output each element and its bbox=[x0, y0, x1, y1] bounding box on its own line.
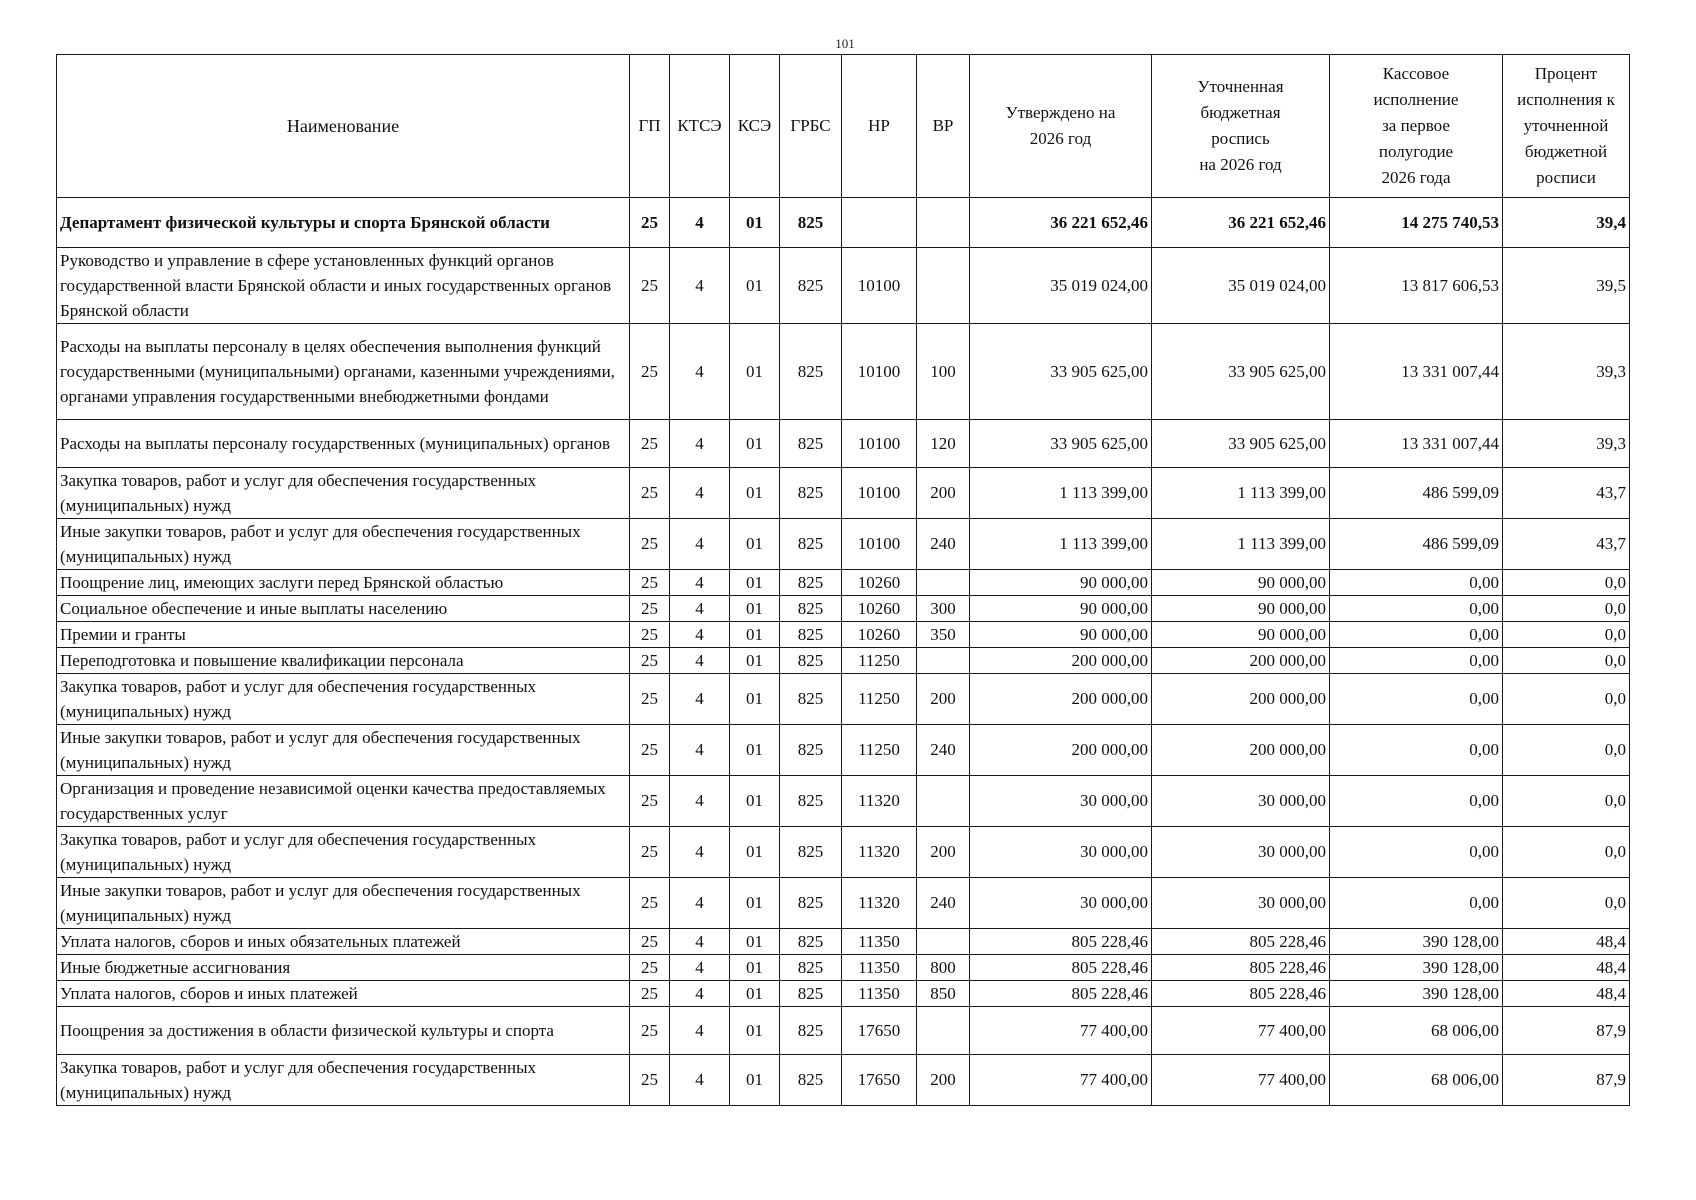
cell-refined: 36 221 652,46 bbox=[1152, 198, 1330, 248]
cell-cash: 0,00 bbox=[1330, 776, 1503, 827]
table-row bbox=[57, 929, 1630, 955]
cell-grbs: 825 bbox=[780, 1007, 842, 1055]
cell-percent: 0,0 bbox=[1503, 878, 1630, 929]
cell-np: 10260 bbox=[842, 622, 917, 648]
cell-kse: 01 bbox=[730, 248, 780, 324]
cell-np: 11350 bbox=[842, 929, 917, 955]
header-cash: Кассовое исполнение за первое полугодие 2026 года bbox=[1330, 55, 1503, 198]
cell-percent: 43,7 bbox=[1503, 519, 1630, 570]
table-row bbox=[57, 674, 1630, 725]
cell-np: 10100 bbox=[842, 468, 917, 519]
cell-percent: 39,3 bbox=[1503, 420, 1630, 468]
cell-grbs: 825 bbox=[780, 981, 842, 1007]
table-row bbox=[57, 468, 1630, 519]
cell-ktse: 4 bbox=[670, 570, 730, 596]
cell-cash: 0,00 bbox=[1330, 622, 1503, 648]
cell-cash: 0,00 bbox=[1330, 648, 1503, 674]
cell-kse: 01 bbox=[730, 674, 780, 725]
cell-name: Иные закупки товаров, работ и услуг для обеспечения государственных (муниципальных) нужд bbox=[57, 519, 630, 570]
table-row bbox=[57, 248, 1630, 324]
cell-kse: 01 bbox=[730, 596, 780, 622]
cell-ktse: 4 bbox=[670, 776, 730, 827]
cell-cash: 68 006,00 bbox=[1330, 1007, 1503, 1055]
cell-grbs: 825 bbox=[780, 648, 842, 674]
cell-np: 11250 bbox=[842, 725, 917, 776]
cell-cash: 486 599,09 bbox=[1330, 468, 1503, 519]
cell-gp: 25 bbox=[630, 468, 670, 519]
cell-vr: 350 bbox=[917, 622, 970, 648]
cell-vr: 100 bbox=[917, 324, 970, 420]
cell-refined: 805 228,46 bbox=[1152, 929, 1330, 955]
cell-grbs: 825 bbox=[780, 1055, 842, 1106]
cell-cash: 68 006,00 bbox=[1330, 1055, 1503, 1106]
cell-gp: 25 bbox=[630, 725, 670, 776]
cell-cash: 13 331 007,44 bbox=[1330, 420, 1503, 468]
cell-approved: 200 000,00 bbox=[970, 725, 1152, 776]
cell-kse: 01 bbox=[730, 878, 780, 929]
cell-approved: 35 019 024,00 bbox=[970, 248, 1152, 324]
cell-kse: 01 bbox=[730, 198, 780, 248]
table-row bbox=[57, 725, 1630, 776]
cell-np: 11250 bbox=[842, 648, 917, 674]
cell-grbs: 825 bbox=[780, 570, 842, 596]
table-row bbox=[57, 1055, 1630, 1106]
table-row bbox=[57, 981, 1630, 1007]
cell-gp: 25 bbox=[630, 648, 670, 674]
table-row bbox=[57, 420, 1630, 468]
table-row bbox=[57, 519, 1630, 570]
cell-percent: 0,0 bbox=[1503, 827, 1630, 878]
cell-gp: 25 bbox=[630, 981, 670, 1007]
cell-kse: 01 bbox=[730, 622, 780, 648]
cell-gp: 25 bbox=[630, 674, 670, 725]
cell-name: Уплата налогов, сборов и иных обязательных платежей bbox=[57, 929, 630, 955]
cell-approved: 33 905 625,00 bbox=[970, 324, 1152, 420]
cell-grbs: 825 bbox=[780, 420, 842, 468]
cell-vr bbox=[917, 1007, 970, 1055]
cell-refined: 200 000,00 bbox=[1152, 725, 1330, 776]
cell-np: 11350 bbox=[842, 981, 917, 1007]
table-row bbox=[57, 878, 1630, 929]
cell-cash: 0,00 bbox=[1330, 596, 1503, 622]
cell-refined: 90 000,00 bbox=[1152, 570, 1330, 596]
header-grbs: ГРБС bbox=[780, 55, 842, 198]
cell-grbs: 825 bbox=[780, 776, 842, 827]
table-row bbox=[57, 198, 1630, 248]
cell-ktse: 4 bbox=[670, 981, 730, 1007]
cell-gp: 25 bbox=[630, 955, 670, 981]
cell-vr: 240 bbox=[917, 725, 970, 776]
cell-percent: 43,7 bbox=[1503, 468, 1630, 519]
cell-np: 10260 bbox=[842, 596, 917, 622]
cell-grbs: 825 bbox=[780, 198, 842, 248]
cell-approved: 805 228,46 bbox=[970, 929, 1152, 955]
cell-approved: 30 000,00 bbox=[970, 878, 1152, 929]
cell-np: 11350 bbox=[842, 955, 917, 981]
table-row bbox=[57, 622, 1630, 648]
cell-ktse: 4 bbox=[670, 622, 730, 648]
cell-cash: 13 331 007,44 bbox=[1330, 324, 1503, 420]
cell-refined: 33 905 625,00 bbox=[1152, 324, 1330, 420]
cell-kse: 01 bbox=[730, 1055, 780, 1106]
cell-approved: 1 113 399,00 bbox=[970, 519, 1152, 570]
cell-ktse: 4 bbox=[670, 248, 730, 324]
cell-kse: 01 bbox=[730, 776, 780, 827]
cell-refined: 200 000,00 bbox=[1152, 648, 1330, 674]
cell-np: 10100 bbox=[842, 519, 917, 570]
cell-cash: 14 275 740,53 bbox=[1330, 198, 1503, 248]
cell-approved: 200 000,00 bbox=[970, 648, 1152, 674]
table-row bbox=[57, 324, 1630, 420]
cell-grbs: 825 bbox=[780, 324, 842, 420]
cell-ktse: 4 bbox=[670, 519, 730, 570]
cell-grbs: 825 bbox=[780, 725, 842, 776]
cell-name: Иные закупки товаров, работ и услуг для обеспечения государственных (муниципальных) нужд bbox=[57, 725, 630, 776]
cell-cash: 0,00 bbox=[1330, 570, 1503, 596]
cell-kse: 01 bbox=[730, 1007, 780, 1055]
cell-name: Поощрения за достижения в области физической культуры и спорта bbox=[57, 1007, 630, 1055]
cell-ktse: 4 bbox=[670, 955, 730, 981]
cell-refined: 30 000,00 bbox=[1152, 776, 1330, 827]
cell-np: 10100 bbox=[842, 420, 917, 468]
cell-cash: 390 128,00 bbox=[1330, 955, 1503, 981]
cell-name: Иные бюджетные ассигнования bbox=[57, 955, 630, 981]
cell-gp: 25 bbox=[630, 827, 670, 878]
cell-kse: 01 bbox=[730, 648, 780, 674]
header-approved: Утверждено на 2026 год bbox=[970, 55, 1152, 198]
cell-percent: 39,5 bbox=[1503, 248, 1630, 324]
cell-kse: 01 bbox=[730, 827, 780, 878]
cell-kse: 01 bbox=[730, 725, 780, 776]
cell-ktse: 4 bbox=[670, 468, 730, 519]
cell-cash: 13 817 606,53 bbox=[1330, 248, 1503, 324]
cell-name: Закупка товаров, работ и услуг для обеспечения государственных (муниципальных) нужд bbox=[57, 468, 630, 519]
cell-ktse: 4 bbox=[670, 596, 730, 622]
cell-name: Департамент физической культуры и спорта Брянской области bbox=[57, 198, 630, 248]
cell-cash: 0,00 bbox=[1330, 878, 1503, 929]
cell-vr: 200 bbox=[917, 1055, 970, 1106]
cell-percent: 39,4 bbox=[1503, 198, 1630, 248]
cell-vr bbox=[917, 648, 970, 674]
header-name: Наименование bbox=[57, 55, 630, 198]
cell-np bbox=[842, 198, 917, 248]
cell-approved: 30 000,00 bbox=[970, 776, 1152, 827]
table-header-row bbox=[57, 55, 1630, 198]
cell-kse: 01 bbox=[730, 955, 780, 981]
cell-ktse: 4 bbox=[670, 1055, 730, 1106]
cell-percent: 0,0 bbox=[1503, 648, 1630, 674]
cell-gp: 25 bbox=[630, 929, 670, 955]
cell-np: 17650 bbox=[842, 1007, 917, 1055]
cell-gp: 25 bbox=[630, 596, 670, 622]
cell-refined: 1 113 399,00 bbox=[1152, 468, 1330, 519]
cell-vr: 200 bbox=[917, 468, 970, 519]
cell-refined: 77 400,00 bbox=[1152, 1055, 1330, 1106]
cell-ktse: 4 bbox=[670, 674, 730, 725]
cell-approved: 1 113 399,00 bbox=[970, 468, 1152, 519]
cell-vr: 200 bbox=[917, 674, 970, 725]
cell-name: Переподготовка и повышение квалификации персонала bbox=[57, 648, 630, 674]
cell-approved: 33 905 625,00 bbox=[970, 420, 1152, 468]
cell-kse: 01 bbox=[730, 468, 780, 519]
cell-refined: 77 400,00 bbox=[1152, 1007, 1330, 1055]
cell-percent: 0,0 bbox=[1503, 596, 1630, 622]
cell-name: Расходы на выплаты персоналу государственных (муниципальных) органов bbox=[57, 420, 630, 468]
cell-name: Социальное обеспечение и иные выплаты населению bbox=[57, 596, 630, 622]
cell-grbs: 825 bbox=[780, 929, 842, 955]
cell-grbs: 825 bbox=[780, 878, 842, 929]
cell-name: Расходы на выплаты персоналу в целях обеспечения выполнения функций государственными (муниципальными) органами, казенными учреждениями, органами управления государственными внебюджетными фондами bbox=[57, 324, 630, 420]
cell-np: 11250 bbox=[842, 674, 917, 725]
cell-ktse: 4 bbox=[670, 878, 730, 929]
cell-vr: 120 bbox=[917, 420, 970, 468]
cell-ktse: 4 bbox=[670, 648, 730, 674]
cell-vr: 800 bbox=[917, 955, 970, 981]
cell-approved: 77 400,00 bbox=[970, 1055, 1152, 1106]
cell-np: 11320 bbox=[842, 878, 917, 929]
cell-percent: 48,4 bbox=[1503, 929, 1630, 955]
cell-name: Закупка товаров, работ и услуг для обеспечения государственных (муниципальных) нужд bbox=[57, 674, 630, 725]
cell-vr: 240 bbox=[917, 519, 970, 570]
cell-ktse: 4 bbox=[670, 198, 730, 248]
cell-gp: 25 bbox=[630, 324, 670, 420]
cell-cash: 0,00 bbox=[1330, 674, 1503, 725]
cell-cash: 486 599,09 bbox=[1330, 519, 1503, 570]
header-vr: ВР bbox=[917, 55, 970, 198]
cell-refined: 90 000,00 bbox=[1152, 622, 1330, 648]
cell-np: 10100 bbox=[842, 324, 917, 420]
cell-kse: 01 bbox=[730, 981, 780, 1007]
cell-percent: 0,0 bbox=[1503, 622, 1630, 648]
cell-grbs: 825 bbox=[780, 674, 842, 725]
table-row bbox=[57, 570, 1630, 596]
cell-gp: 25 bbox=[630, 1007, 670, 1055]
cell-refined: 90 000,00 bbox=[1152, 596, 1330, 622]
cell-refined: 30 000,00 bbox=[1152, 878, 1330, 929]
page-number: 101 bbox=[835, 36, 855, 51]
cell-gp: 25 bbox=[630, 878, 670, 929]
table-row bbox=[57, 596, 1630, 622]
cell-name: Поощрение лиц, имеющих заслуги перед Брянской областью bbox=[57, 570, 630, 596]
budget-table-container bbox=[56, 54, 1630, 1106]
cell-ktse: 4 bbox=[670, 324, 730, 420]
cell-vr: 850 bbox=[917, 981, 970, 1007]
table-row bbox=[57, 1007, 1630, 1055]
cell-kse: 01 bbox=[730, 420, 780, 468]
cell-ktse: 4 bbox=[670, 420, 730, 468]
cell-vr bbox=[917, 776, 970, 827]
cell-refined: 35 019 024,00 bbox=[1152, 248, 1330, 324]
cell-refined: 200 000,00 bbox=[1152, 674, 1330, 725]
cell-ktse: 4 bbox=[670, 929, 730, 955]
cell-gp: 25 bbox=[630, 198, 670, 248]
cell-vr: 200 bbox=[917, 827, 970, 878]
table-body bbox=[57, 198, 1630, 1106]
cell-name: Иные закупки товаров, работ и услуг для обеспечения государственных (муниципальных) нужд bbox=[57, 878, 630, 929]
cell-approved: 90 000,00 bbox=[970, 596, 1152, 622]
header-np: НР bbox=[842, 55, 917, 198]
cell-gp: 25 bbox=[630, 570, 670, 596]
cell-grbs: 825 bbox=[780, 248, 842, 324]
header-refined: Уточненная бюджетная роспись на 2026 год bbox=[1152, 55, 1330, 198]
cell-cash: 0,00 bbox=[1330, 827, 1503, 878]
budget-table bbox=[56, 54, 1630, 1106]
cell-percent: 87,9 bbox=[1503, 1055, 1630, 1106]
cell-grbs: 825 bbox=[780, 596, 842, 622]
cell-name: Закупка товаров, работ и услуг для обеспечения государственных (муниципальных) нужд bbox=[57, 827, 630, 878]
cell-name: Организация и проведение независимой оценки качества предоставляемых государственных услуг bbox=[57, 776, 630, 827]
cell-approved: 90 000,00 bbox=[970, 570, 1152, 596]
cell-approved: 30 000,00 bbox=[970, 827, 1152, 878]
cell-cash: 390 128,00 bbox=[1330, 929, 1503, 955]
cell-approved: 805 228,46 bbox=[970, 955, 1152, 981]
cell-approved: 36 221 652,46 bbox=[970, 198, 1152, 248]
cell-refined: 33 905 625,00 bbox=[1152, 420, 1330, 468]
cell-kse: 01 bbox=[730, 519, 780, 570]
cell-refined: 805 228,46 bbox=[1152, 981, 1330, 1007]
cell-np: 11320 bbox=[842, 776, 917, 827]
cell-kse: 01 bbox=[730, 324, 780, 420]
cell-name: Премии и гранты bbox=[57, 622, 630, 648]
header-percent: Процент исполнения к уточненной бюджетной росписи bbox=[1503, 55, 1630, 198]
cell-grbs: 825 bbox=[780, 955, 842, 981]
cell-gp: 25 bbox=[630, 519, 670, 570]
cell-gp: 25 bbox=[630, 248, 670, 324]
table-row bbox=[57, 827, 1630, 878]
cell-ktse: 4 bbox=[670, 1007, 730, 1055]
header-gp: ГП bbox=[630, 55, 670, 198]
cell-vr bbox=[917, 198, 970, 248]
cell-refined: 30 000,00 bbox=[1152, 827, 1330, 878]
cell-cash: 390 128,00 bbox=[1330, 981, 1503, 1007]
cell-vr bbox=[917, 570, 970, 596]
cell-cash: 0,00 bbox=[1330, 725, 1503, 776]
cell-percent: 48,4 bbox=[1503, 955, 1630, 981]
table-row bbox=[57, 955, 1630, 981]
cell-approved: 805 228,46 bbox=[970, 981, 1152, 1007]
cell-gp: 25 bbox=[630, 622, 670, 648]
cell-gp: 25 bbox=[630, 776, 670, 827]
cell-vr bbox=[917, 248, 970, 324]
cell-np: 10100 bbox=[842, 248, 917, 324]
cell-kse: 01 bbox=[730, 570, 780, 596]
cell-percent: 87,9 bbox=[1503, 1007, 1630, 1055]
cell-grbs: 825 bbox=[780, 468, 842, 519]
cell-percent: 0,0 bbox=[1503, 570, 1630, 596]
cell-refined: 805 228,46 bbox=[1152, 955, 1330, 981]
cell-gp: 25 bbox=[630, 420, 670, 468]
cell-gp: 25 bbox=[630, 1055, 670, 1106]
cell-percent: 0,0 bbox=[1503, 776, 1630, 827]
header-ktse: КТСЭ bbox=[670, 55, 730, 198]
cell-approved: 77 400,00 bbox=[970, 1007, 1152, 1055]
cell-grbs: 825 bbox=[780, 622, 842, 648]
cell-refined: 1 113 399,00 bbox=[1152, 519, 1330, 570]
cell-vr bbox=[917, 929, 970, 955]
cell-name: Руководство и управление в сфере установленных функций органов государственной власти Брянской области и иных государственных органов Брянской области bbox=[57, 248, 630, 324]
cell-ktse: 4 bbox=[670, 827, 730, 878]
cell-approved: 90 000,00 bbox=[970, 622, 1152, 648]
table-row bbox=[57, 648, 1630, 674]
cell-name: Уплата налогов, сборов и иных платежей bbox=[57, 981, 630, 1007]
cell-name: Закупка товаров, работ и услуг для обеспечения государственных (муниципальных) нужд bbox=[57, 1055, 630, 1106]
cell-grbs: 825 bbox=[780, 519, 842, 570]
cell-percent: 39,3 bbox=[1503, 324, 1630, 420]
cell-np: 17650 bbox=[842, 1055, 917, 1106]
cell-approved: 200 000,00 bbox=[970, 674, 1152, 725]
cell-np: 11320 bbox=[842, 827, 917, 878]
cell-np: 10260 bbox=[842, 570, 917, 596]
cell-grbs: 825 bbox=[780, 827, 842, 878]
cell-percent: 0,0 bbox=[1503, 725, 1630, 776]
cell-vr: 240 bbox=[917, 878, 970, 929]
cell-ktse: 4 bbox=[670, 725, 730, 776]
cell-percent: 48,4 bbox=[1503, 981, 1630, 1007]
cell-kse: 01 bbox=[730, 929, 780, 955]
cell-percent: 0,0 bbox=[1503, 674, 1630, 725]
cell-vr: 300 bbox=[917, 596, 970, 622]
header-kse: КСЭ bbox=[730, 55, 780, 198]
table-row bbox=[57, 776, 1630, 827]
